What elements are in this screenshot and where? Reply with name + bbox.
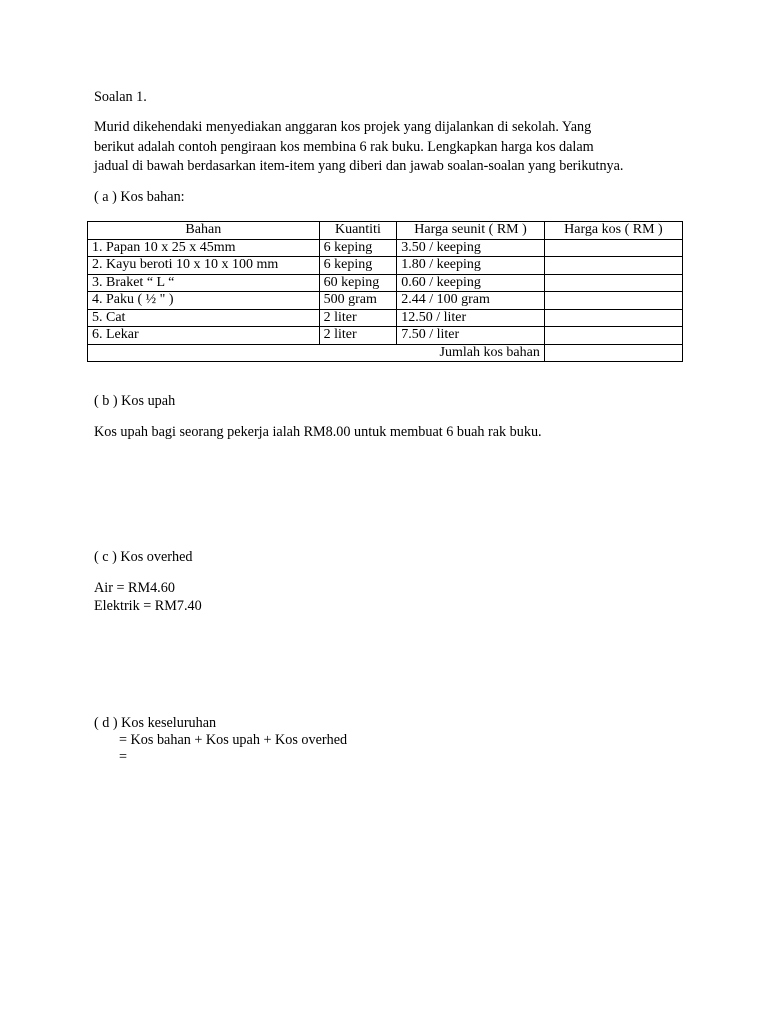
- section-d-title: ( d ) Kos keseluruhan: [94, 715, 217, 731]
- question-heading: Soalan 1.: [94, 89, 147, 105]
- cell-bahan: 5. Cat: [88, 309, 320, 327]
- overhead-air: Air = RM4.60: [94, 580, 175, 596]
- section-c-title: ( c ) Kos overhed: [94, 549, 193, 565]
- cell-bahan: 2. Kayu beroti 10 x 10 x 100 mm: [88, 257, 320, 275]
- cell-kos: [544, 274, 682, 292]
- table-header-row: [88, 222, 683, 240]
- cell-bahan: 6. Lekar: [88, 327, 320, 345]
- section-a-title: ( a ) Kos bahan:: [94, 189, 185, 205]
- header-harga-seunit: Harga seunit ( RM ): [397, 222, 545, 240]
- overhead-elektrik: Elektrik = RM7.40: [94, 598, 202, 614]
- section-d-answer: =: [119, 749, 128, 765]
- section-b-text: Kos upah bagi seorang pekerja ialah RM8.00 untuk membuat 6 buah rak buku.: [94, 424, 542, 440]
- table-row: [88, 309, 683, 327]
- intro-line-1: Murid dikehendaki menyediakan anggaran kos projek yang dijalankan di sekolah. Yang: [94, 119, 592, 135]
- cell-kuantiti: 2 liter: [319, 309, 397, 327]
- cell-harga: 1.80 / keeping: [397, 257, 545, 275]
- cell-kuantiti: 60 keping: [319, 274, 397, 292]
- cell-kuantiti: 6 keping: [319, 239, 397, 257]
- cell-kuantiti: 6 keping: [319, 257, 397, 275]
- intro-line-2: berikut adalah contoh pengiraan kos membina 6 rak buku. Lengkapkan harga kos dalam: [94, 138, 594, 155]
- cell-kos: [544, 309, 682, 327]
- cell-kos: [544, 257, 682, 275]
- table-row: [88, 292, 683, 310]
- header-bahan: Bahan: [88, 222, 320, 240]
- cell-bahan: 3. Braket “ L “: [88, 274, 320, 292]
- cell-kuantiti: 500 gram: [319, 292, 397, 310]
- header-kuantiti: Kuantiti: [319, 222, 397, 240]
- kos-bahan-table: [87, 221, 683, 362]
- intro-paragraph: [94, 118, 684, 177]
- table-row: [88, 257, 683, 275]
- cell-harga: 7.50 / liter: [397, 327, 545, 345]
- cell-harga: 12.50 / liter: [397, 309, 545, 327]
- table-row: [88, 239, 683, 257]
- cell-kuantiti: 2 liter: [319, 327, 397, 345]
- cell-harga: 3.50 / keeping: [397, 239, 545, 257]
- section-b-title: ( b ) Kos upah: [94, 393, 176, 409]
- table-total-row: [88, 344, 683, 362]
- section-d-formula: = Kos bahan + Kos upah + Kos overhed: [119, 732, 348, 748]
- cell-kos: [544, 292, 682, 310]
- table-row: [88, 327, 683, 345]
- cell-harga: 0.60 / keeping: [397, 274, 545, 292]
- cell-bahan: 4. Paku ( ½ " ): [88, 292, 320, 310]
- cell-harga: 2.44 / 100 gram: [397, 292, 545, 310]
- cell-bahan: 1. Papan 10 x 25 x 45mm: [88, 239, 320, 257]
- cell-kos: [544, 239, 682, 257]
- table-row: [88, 274, 683, 292]
- total-label: Jumlah kos bahan: [88, 344, 545, 362]
- cell-kos: [544, 327, 682, 345]
- header-harga-kos: Harga kos ( RM ): [544, 222, 682, 240]
- total-value-cell: [544, 344, 682, 362]
- intro-line-3: jadual di bawah berdasarkan item-item yang diberi dan jawab soalan-soalan yang berikutnya.: [94, 158, 624, 174]
